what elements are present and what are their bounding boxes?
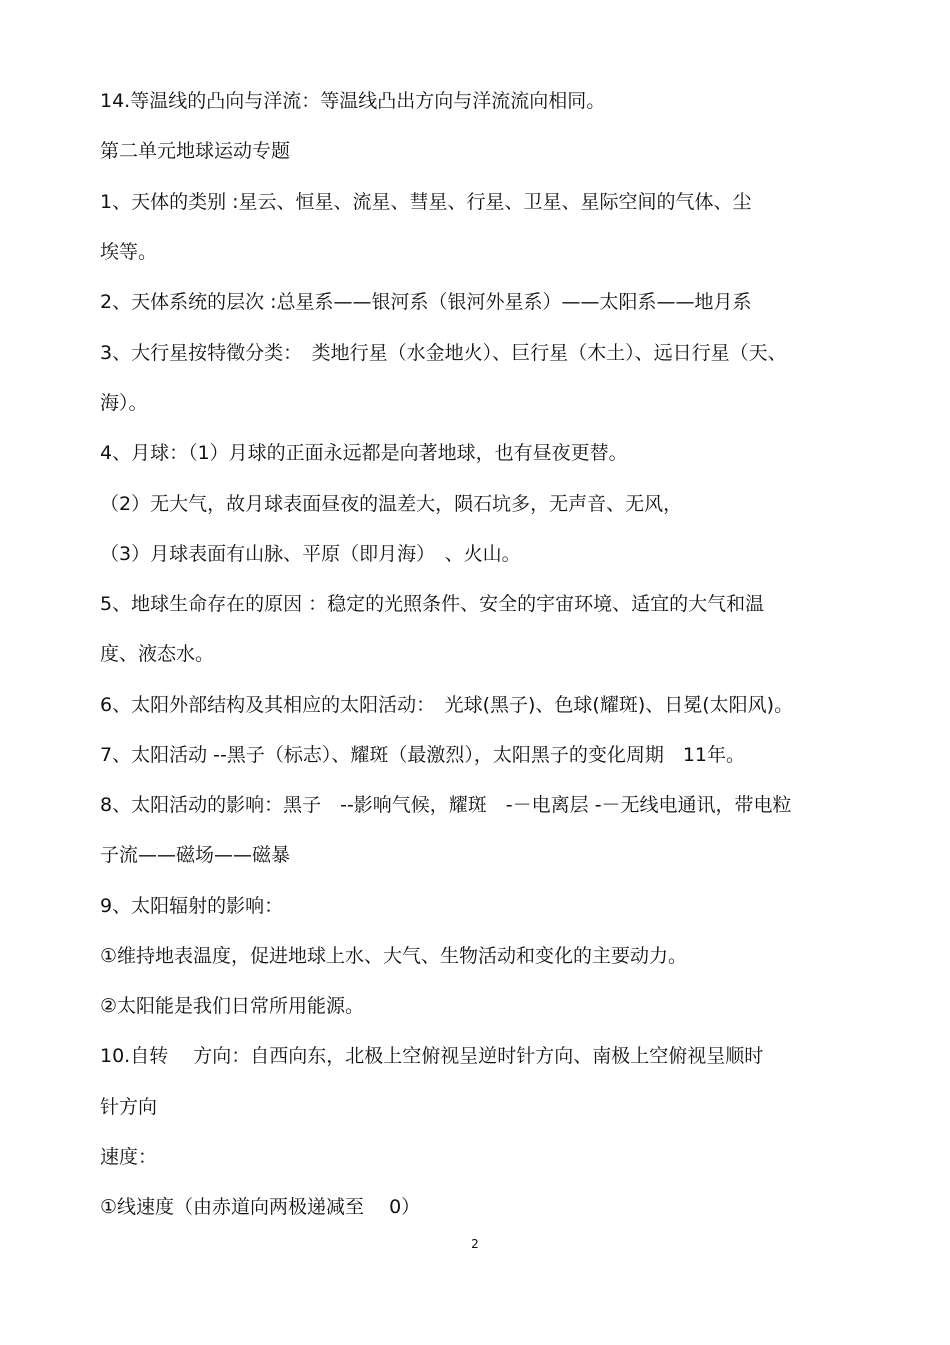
text-line-14-isotherm: 14.等温线的凸向与洋流：等温线凸出方向与洋流流向相同。 bbox=[100, 90, 606, 112]
text-line-9-item-1: ①维持地表温度，促进地球上水、大气、生物活动和变化的主要动力。 bbox=[100, 945, 688, 967]
text-line-2-system-levels: 2、天体系统的层次 :总星系——银河系（银河外星系）——太阳系——地月系 bbox=[100, 291, 752, 313]
text-line-1-celestial-types: 1、天体的类别 :星云、恒星、流星、彗星、行星、卫星、星际空间的气体、尘 bbox=[100, 191, 752, 213]
text-line-5-life-reasons: 5、地球生命存在的原因 ：稳定的光照条件、安全的宇宙环境、适宜的大气和温 bbox=[100, 593, 765, 615]
page-number: 2 bbox=[471, 1237, 479, 1251]
text-line-9-item-2: ②太阳能是我们日常所用能源。 bbox=[100, 995, 365, 1017]
text-line-3-planet-types: 3、大行星按特徵分类： 类地行星（水金地火）、巨行星（木土）、远日行星（天、 bbox=[100, 342, 787, 364]
text-line-linear-speed: ①线速度（由赤道向两极递减至 0） bbox=[100, 1196, 421, 1218]
text-line-1-continued: 埃等。 bbox=[100, 241, 158, 263]
section-heading-unit-2: 第二单元地球运动专题 bbox=[100, 140, 291, 162]
text-line-8-activity-effects: 8、太阳活动的影响：黑子 --影响气候，耀斑 -－电离层 -－无线电通讯，带电粒 bbox=[100, 794, 792, 816]
text-line-6-sun-structure: 6、太阳外部结构及其相应的太阳活动： 光球(黑子)、色球(耀斑)、日冕(太阳风)。 bbox=[100, 694, 794, 716]
text-line-4-moon-2: （2）无大气，故月球表面昼夜的温差大，陨石坑多，无声音、无风， bbox=[100, 493, 683, 515]
text-line-9-radiation: 9、太阳辐射的影响： bbox=[100, 895, 284, 917]
text-line-10-rotation: 10.自转 方向：自西向东，北极上空俯视呈逆时针方向、南极上空俯视呈顺时 bbox=[100, 1045, 764, 1067]
text-line-4-moon-3: （3）月球表面有山脉、平原（即月海） 、火山。 bbox=[100, 543, 521, 565]
text-line-4-moon: 4、月球：（1）月球的正面永远都是向著地球，也有昼夜更替。 bbox=[100, 442, 628, 464]
text-line-speed: 速度： bbox=[100, 1146, 158, 1168]
text-line-8-continued: 子流——磁场——磁暴 bbox=[100, 844, 291, 866]
text-line-5-continued: 度、液态水。 bbox=[100, 643, 215, 665]
text-line-10-continued: 针方向 bbox=[100, 1096, 158, 1118]
text-line-7-solar-activity: 7、太阳活动 --黑子（标志）、耀斑（最激烈），太阳黑子的变化周期 11年。 bbox=[100, 744, 746, 766]
text-line-3-continued: 海）。 bbox=[100, 392, 148, 414]
